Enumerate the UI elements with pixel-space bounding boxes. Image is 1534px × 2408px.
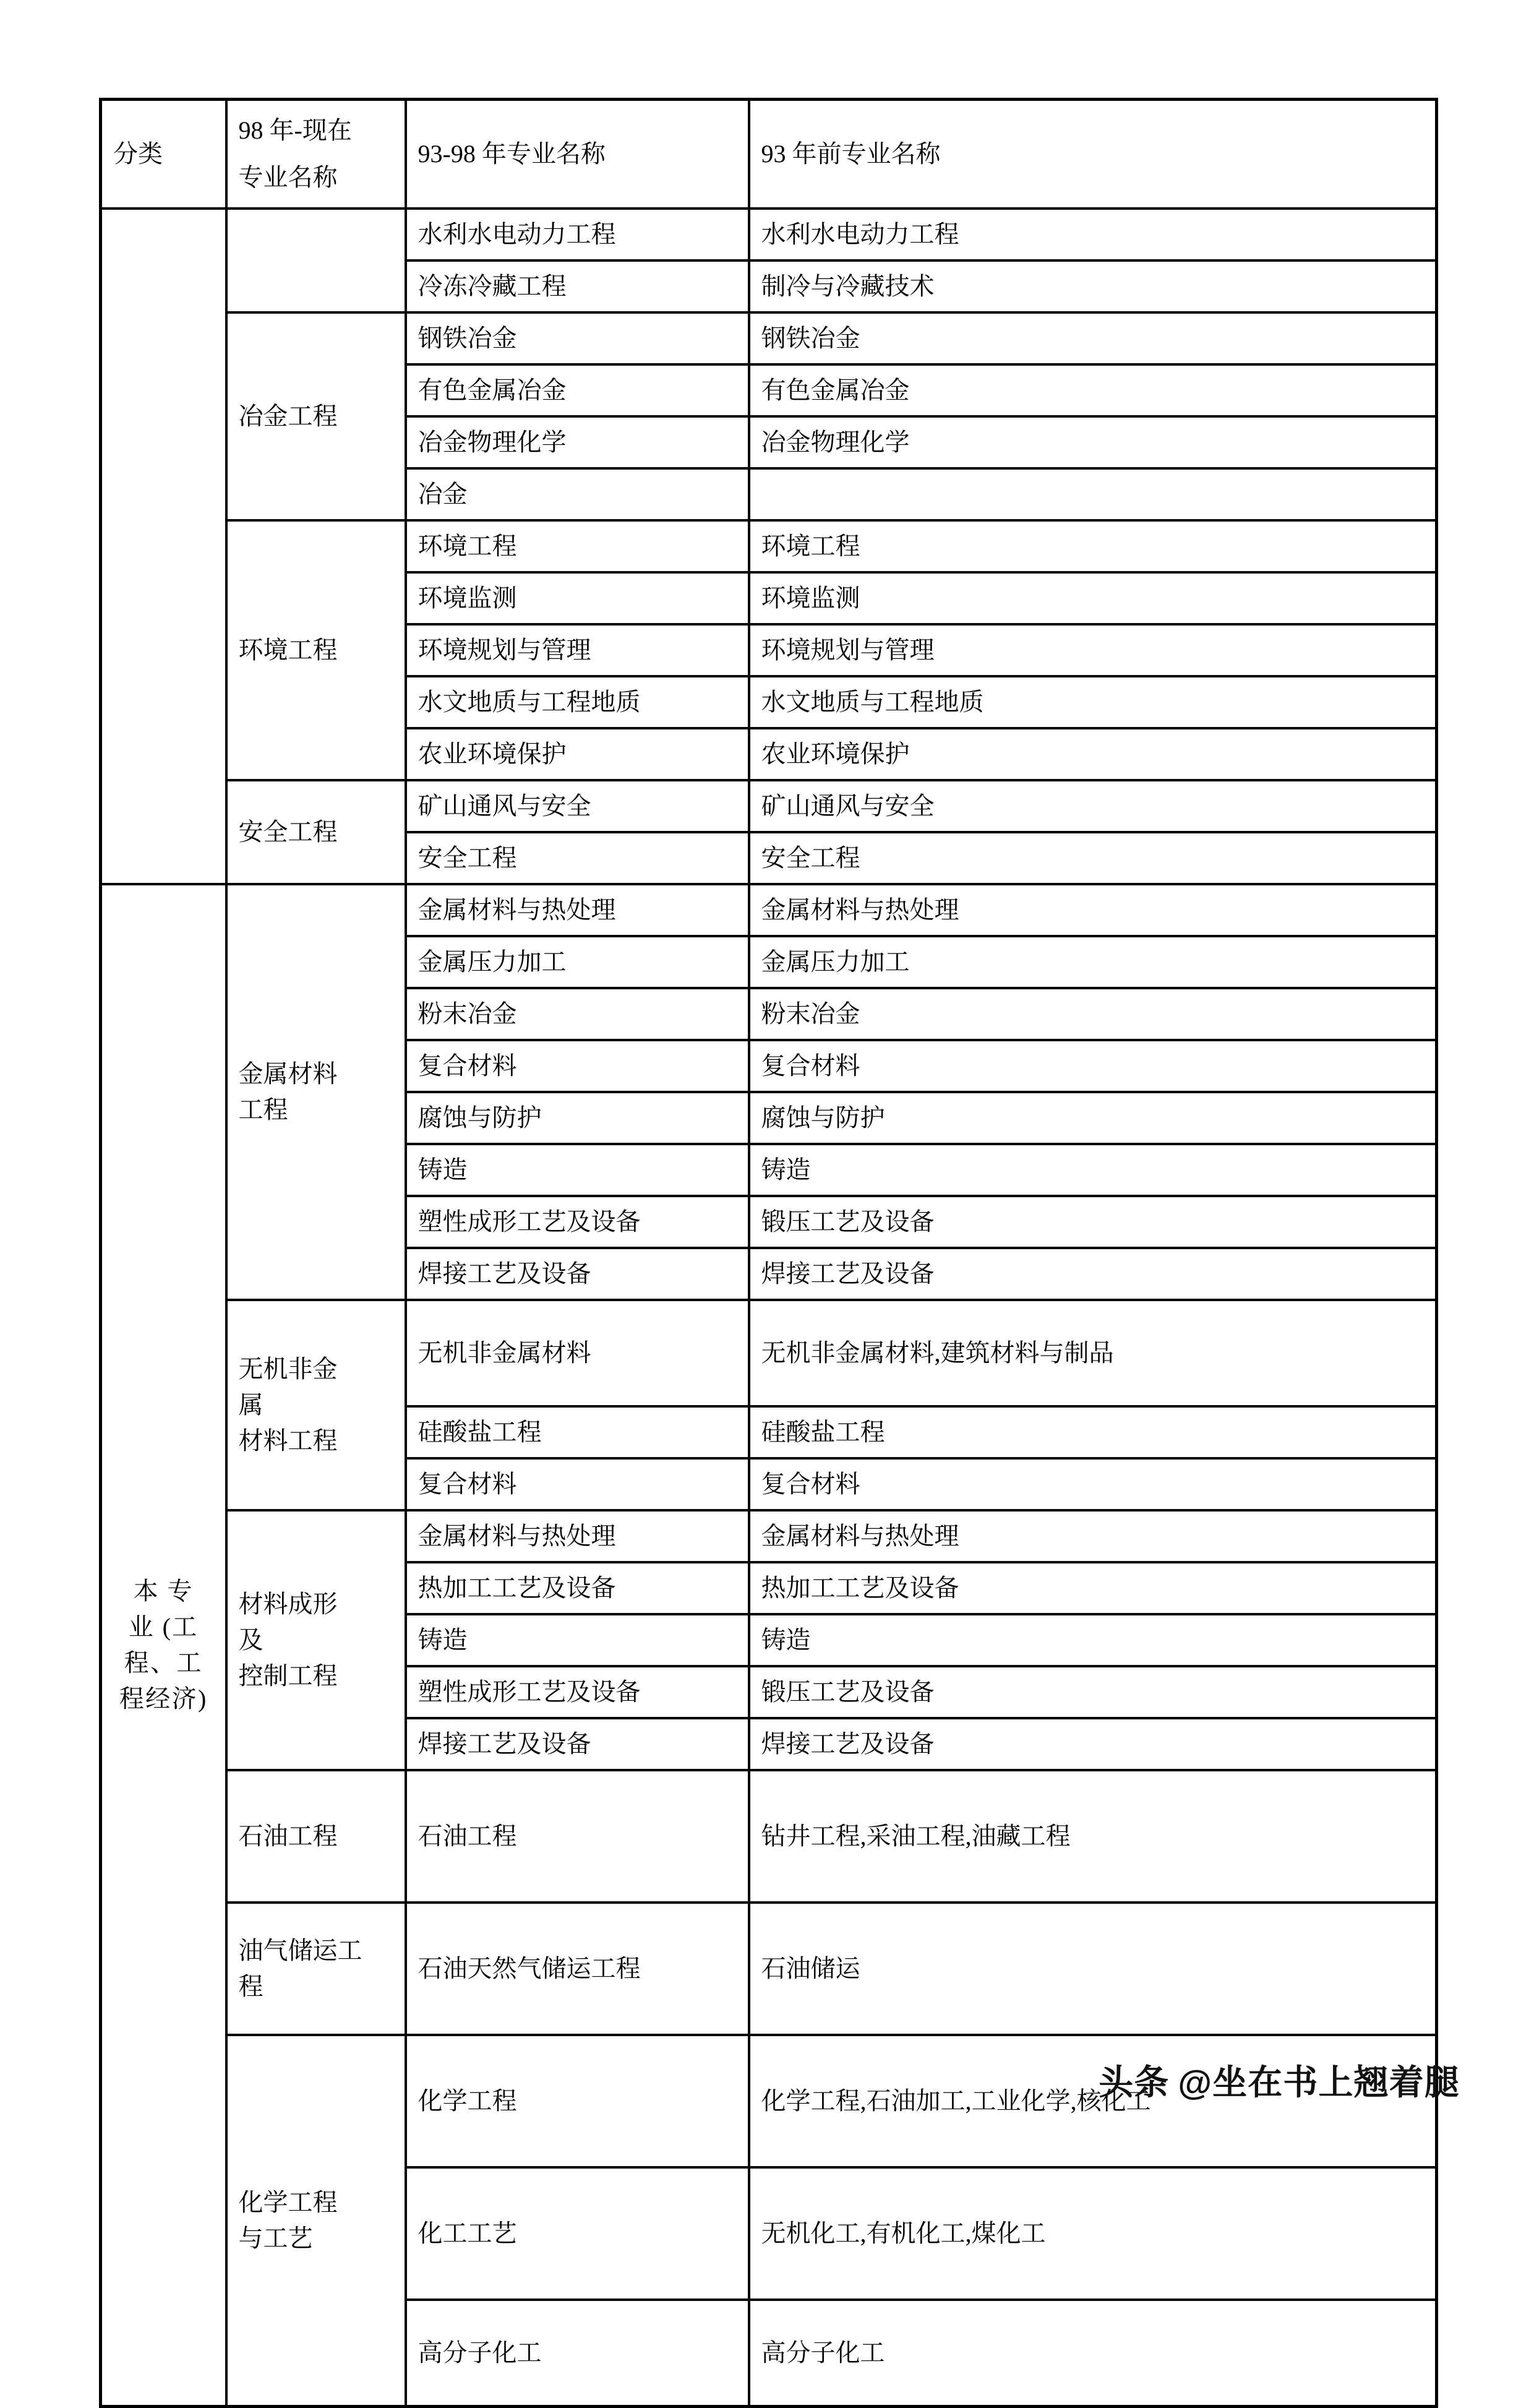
major-name-9398: 环境工程 bbox=[406, 520, 749, 572]
major-name-9398: 塑性成形工艺及设备 bbox=[406, 1666, 749, 1718]
major-name-pre93: 金属材料与热处理 bbox=[749, 1510, 1437, 1562]
category-cell bbox=[101, 209, 226, 884]
watermark-brand: 头条 bbox=[1099, 2063, 1170, 2102]
header-category-line: 分类 bbox=[113, 140, 163, 168]
major-name-9398: 环境规划与管理 bbox=[406, 624, 749, 676]
major-name-9398: 化学工程 bbox=[406, 2035, 749, 2167]
major-name-9398: 铸造 bbox=[406, 1144, 749, 1196]
major-name-pre93: 高分子化工 bbox=[749, 2300, 1437, 2407]
table-row bbox=[101, 520, 1437, 572]
current-major-line: 油气储运工 bbox=[238, 1937, 362, 1964]
major-name-pre93: 硅酸盐工程 bbox=[749, 1406, 1437, 1458]
header-9398-name-line: 93-98 年专业名称 bbox=[418, 140, 606, 168]
major-name-pre93: 复合材料 bbox=[749, 1458, 1437, 1510]
major-name-9398: 冷冻冷藏工程 bbox=[406, 260, 749, 312]
major-name-9398: 农业环境保护 bbox=[406, 728, 749, 780]
major-name-9398: 石油天然气储运工程 bbox=[406, 1903, 749, 2035]
current-major-cell bbox=[226, 312, 406, 520]
major-name-9398: 矿山通风与安全 bbox=[406, 780, 749, 832]
major-name-pre93: 环境工程 bbox=[749, 520, 1437, 572]
major-name-9398: 焊接工艺及设备 bbox=[406, 1248, 749, 1300]
table-row bbox=[101, 1300, 1437, 1406]
category-label-line: 业 (工 bbox=[128, 1613, 199, 1641]
major-name-9398: 粉末冶金 bbox=[406, 988, 749, 1040]
current-major-line: 环境工程 bbox=[238, 636, 338, 664]
major-name-pre93: 制冷与冷藏技术 bbox=[749, 260, 1437, 312]
major-name-pre93: 环境监测 bbox=[749, 572, 1437, 624]
major-name-pre93: 矿山通风与安全 bbox=[749, 780, 1437, 832]
major-name-9398: 铸造 bbox=[406, 1614, 749, 1666]
major-name-9398: 有色金属冶金 bbox=[406, 364, 749, 416]
table-row bbox=[101, 780, 1437, 832]
major-name-pre93: 腐蚀与防护 bbox=[749, 1092, 1437, 1144]
major-name-9398: 水利水电动力工程 bbox=[406, 209, 749, 260]
major-name-pre93: 石油储运 bbox=[749, 1903, 1437, 2035]
current-major-cell bbox=[226, 1903, 406, 2035]
header-category bbox=[101, 100, 226, 209]
major-name-pre93: 钻井工程,采油工程,油藏工程 bbox=[749, 1770, 1437, 1903]
major-name-9398: 石油工程 bbox=[406, 1770, 749, 1903]
current-major-line: 及 bbox=[238, 1626, 264, 1654]
major-name-pre93: 铸造 bbox=[749, 1614, 1437, 1666]
major-name-pre93: 锻压工艺及设备 bbox=[749, 1666, 1437, 1718]
current-major-line: 属 bbox=[238, 1391, 264, 1419]
current-major-line: 程 bbox=[238, 1972, 264, 2000]
category-cell bbox=[101, 884, 226, 2407]
major-name-pre93: 冶金物理化学 bbox=[749, 416, 1437, 468]
current-major-cell bbox=[226, 780, 406, 884]
major-name-9398: 安全工程 bbox=[406, 832, 749, 884]
current-major-line: 工程 bbox=[238, 1096, 288, 1124]
table-header-row bbox=[101, 100, 1437, 209]
major-name-9398: 环境监测 bbox=[406, 572, 749, 624]
header-current-name bbox=[226, 100, 406, 209]
category-label-line: 程、工 bbox=[124, 1649, 203, 1677]
major-name-9398: 复合材料 bbox=[406, 1458, 749, 1510]
major-name-9398: 硅酸盐工程 bbox=[406, 1406, 749, 1458]
current-major-cell bbox=[226, 884, 406, 1300]
major-name-9398: 腐蚀与防护 bbox=[406, 1092, 749, 1144]
major-name-pre93: 焊接工艺及设备 bbox=[749, 1248, 1437, 1300]
major-name-9398: 焊接工艺及设备 bbox=[406, 1718, 749, 1770]
table-row bbox=[101, 884, 1437, 936]
current-major-line: 无机非金 bbox=[238, 1355, 338, 1383]
major-name-9398: 金属材料与热处理 bbox=[406, 1510, 749, 1562]
watermark-handle: @坐在书上翘着腿 bbox=[1178, 2063, 1460, 2102]
major-name-9398: 冶金物理化学 bbox=[406, 416, 749, 468]
major-name-9398: 金属材料与热处理 bbox=[406, 884, 749, 936]
major-name-9398: 高分子化工 bbox=[406, 2300, 749, 2407]
major-name-pre93: 复合材料 bbox=[749, 1040, 1437, 1092]
major-name-pre93: 热加工工艺及设备 bbox=[749, 1562, 1437, 1614]
major-name-pre93: 焊接工艺及设备 bbox=[749, 1718, 1437, 1770]
major-name-pre93: 水文地质与工程地质 bbox=[749, 676, 1437, 728]
current-major-cell bbox=[226, 209, 406, 312]
table-row bbox=[101, 209, 1437, 260]
major-name-9398: 无机非金属材料 bbox=[406, 1300, 749, 1406]
major-name-9398: 化工工艺 bbox=[406, 2167, 749, 2300]
major-name-pre93: 钢铁冶金 bbox=[749, 312, 1437, 364]
current-major-line: 安全工程 bbox=[238, 818, 338, 846]
major-name-pre93: 无机化工,有机化工,煤化工 bbox=[749, 2167, 1437, 2300]
major-name-pre93: 有色金属冶金 bbox=[749, 364, 1437, 416]
major-name-pre93: 粉末冶金 bbox=[749, 988, 1437, 1040]
current-major-line: 金属材料 bbox=[238, 1060, 338, 1088]
major-name-pre93: 安全工程 bbox=[749, 832, 1437, 884]
current-major-cell bbox=[226, 1300, 406, 1510]
header-pre93-name bbox=[749, 100, 1437, 209]
major-name-pre93: 化学工程,石油加工,工业化学,核化工 bbox=[749, 2035, 1437, 2167]
category-label-line: 本 专 bbox=[133, 1577, 194, 1605]
major-name-9398: 复合材料 bbox=[406, 1040, 749, 1092]
current-major-line: 冶金工程 bbox=[238, 402, 338, 430]
current-major-line: 石油工程 bbox=[238, 1822, 338, 1850]
major-name-pre93 bbox=[749, 468, 1437, 520]
current-major-cell bbox=[226, 2035, 406, 2407]
header-current-name-line: 98 年-现在 bbox=[238, 116, 352, 144]
current-major-line: 材料工程 bbox=[238, 1427, 338, 1455]
current-major-cell bbox=[226, 520, 406, 780]
current-major-line: 材料成形 bbox=[238, 1590, 338, 1618]
major-name-9398: 冶金 bbox=[406, 468, 749, 520]
major-name-9398: 水文地质与工程地质 bbox=[406, 676, 749, 728]
major-name-pre93: 金属材料与热处理 bbox=[749, 884, 1437, 936]
current-major-line: 化学工程 bbox=[238, 2188, 338, 2216]
major-name-9398: 塑性成形工艺及设备 bbox=[406, 1196, 749, 1248]
header-pre93-name-line: 93 年前专业名称 bbox=[761, 140, 941, 168]
major-name-pre93: 无机非金属材料,建筑材料与制品 bbox=[749, 1300, 1437, 1406]
current-major-cell bbox=[226, 1510, 406, 1770]
current-major-line: 与工艺 bbox=[238, 2224, 313, 2252]
table-row bbox=[101, 1510, 1437, 1562]
major-name-pre93: 农业环境保护 bbox=[749, 728, 1437, 780]
current-major-line: 控制工程 bbox=[238, 1662, 338, 1690]
header-current-name-line: 专业名称 bbox=[238, 163, 338, 191]
major-name-pre93: 环境规划与管理 bbox=[749, 624, 1437, 676]
major-name-pre93: 金属压力加工 bbox=[749, 936, 1437, 988]
current-major-cell bbox=[226, 1770, 406, 1903]
major-name-pre93: 水利水电动力工程 bbox=[749, 209, 1437, 260]
major-name-pre93: 锻压工艺及设备 bbox=[749, 1196, 1437, 1248]
major-name-pre93: 铸造 bbox=[749, 1144, 1437, 1196]
table-row bbox=[101, 1770, 1437, 1903]
major-name-9398: 热加工工艺及设备 bbox=[406, 1562, 749, 1614]
major-name-9398: 金属压力加工 bbox=[406, 936, 749, 988]
watermark bbox=[1099, 2055, 1460, 2105]
major-name-9398: 钢铁冶金 bbox=[406, 312, 749, 364]
category-label-line: 程经济) bbox=[119, 1685, 208, 1713]
header-9398-name bbox=[406, 100, 749, 209]
table-row bbox=[101, 312, 1437, 364]
table-row bbox=[101, 1903, 1437, 2035]
